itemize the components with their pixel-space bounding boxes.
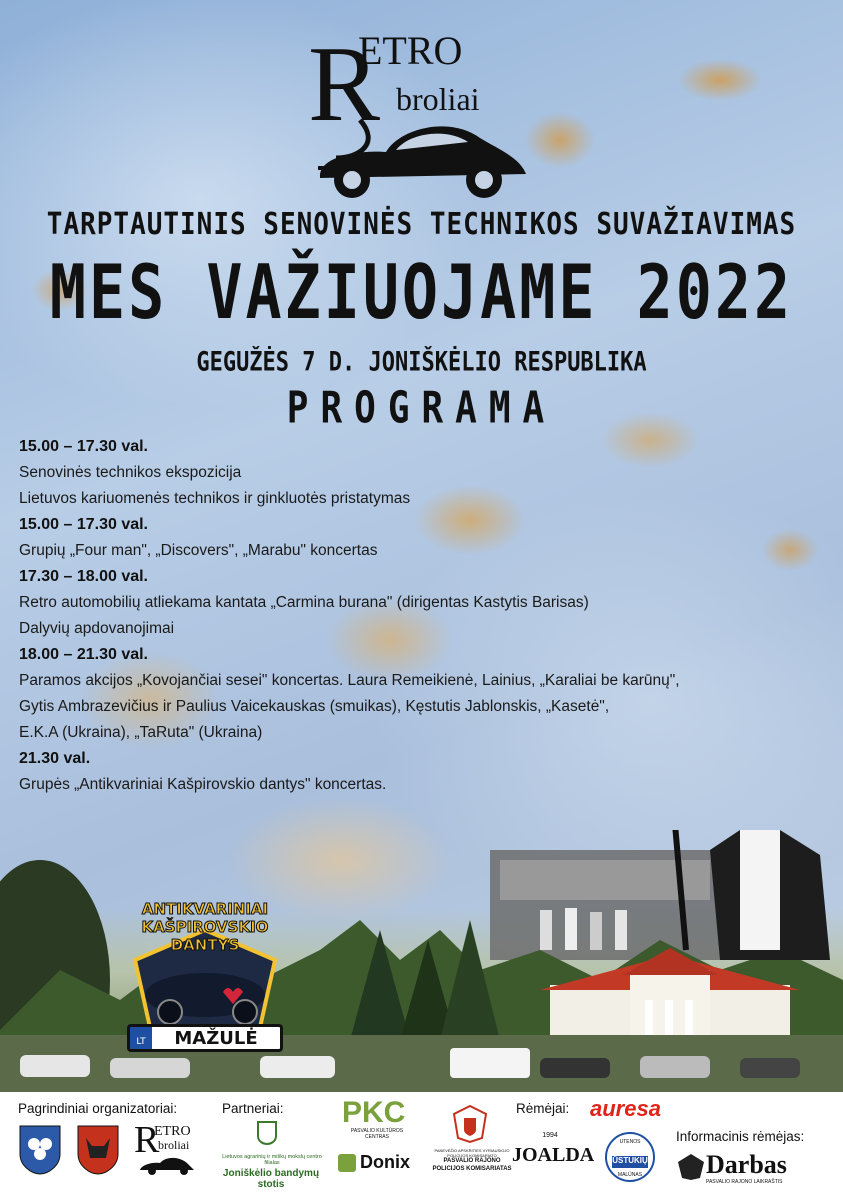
program-time: 15.00 – 17.30 val. — [19, 438, 148, 455]
joalda-logo: JOALDA — [512, 1144, 595, 1166]
police-line1: PANEVĖŽIO APSKRITIES VYRIAUSIOJO POLICIJOS KOMISARIATO — [434, 1148, 510, 1158]
info-sponsor-label: Informacinis rėmėjas: — [676, 1129, 805, 1144]
program-line: Gytis Ambrazevičius ir Paulius Vaicekauskas (smuikas), Kęstutis Jablonskis, „Kasetė", — [19, 698, 610, 715]
band-badge-line2: KAŠPIROVSKIO — [141, 918, 269, 936]
pasvalys-coat-of-arms-icon — [18, 1124, 62, 1176]
event-title: MES VAŽIUOJAME 2022 — [49, 249, 794, 337]
partner-school-line2: Joniškėlio bandymų stotis — [222, 1168, 320, 1190]
ustukiu-name: ŪSTUKIŲ — [612, 1156, 648, 1165]
retro-car-logo-icon — [300, 28, 540, 203]
logo-broliai: broliai — [396, 81, 480, 117]
darbas-crest-icon — [676, 1152, 706, 1182]
program-list — [19, 434, 834, 798]
program-line: E.K.A (Ukraina), „TaRuta" (Ukraina) — [19, 724, 263, 741]
pkc-logo — [340, 1096, 414, 1138]
program-line: Retro automobilių atliekama kantata „Carmina burana" (dirigentas Kastytis Barisas) — [19, 594, 589, 611]
program-line: Senovinės technikos ekspozicija — [19, 464, 242, 481]
plate-country: LT — [130, 1027, 152, 1049]
donix-mark — [338, 1154, 356, 1172]
organizers-label: Pagrindiniai organizatoriai: — [18, 1101, 178, 1116]
small-car-icon — [138, 1156, 196, 1176]
logo-etro: ETRO — [358, 28, 463, 73]
license-plate — [127, 1024, 283, 1052]
partner-school-line1: Lietuvos agrarinių ir miškų mokslų centro filialas — [222, 1154, 322, 1166]
program-line: Dalyvių apdovanojimai — [19, 620, 175, 637]
program-line: Paramos akcijos „Kovojančiai sesei" koncertas. Laura Remeikienė, Lainius, „Karaliai be karūnų", — [19, 672, 680, 689]
program-time: 15.00 – 17.30 val. — [19, 516, 148, 533]
pkc-text: PKC — [342, 1096, 406, 1129]
joalda-year: 1994 — [542, 1132, 558, 1139]
footer-sponsors — [0, 1092, 843, 1192]
event-subtitle: TARPTAUTINIS SENOVINĖS TECHNIKOS SUVAŽIAVIMAS — [46, 207, 797, 243]
ustukiu-top: UTENOS — [619, 1139, 641, 1145]
police-emblem-icon — [452, 1104, 488, 1144]
program-time: 21.30 val. — [19, 750, 91, 767]
police-line2: PASVALIO RAJONO — [443, 1158, 501, 1164]
event-date-place: GEGUŽĖS 7 D. JONIŠKĖLIO RESPUBLIKA — [196, 347, 647, 378]
program-time: 18.00 – 21.30 val. — [19, 646, 148, 663]
police-line3: POLICIJOS KOMISARIATAS — [432, 1166, 512, 1172]
program-heading: PROGRAMA — [286, 383, 557, 434]
aurea-logo: auresa — [590, 1096, 661, 1121]
partners-label: Partneriai: — [222, 1101, 284, 1116]
program-time: 17.30 – 18.00 val. — [19, 568, 148, 585]
program-line: Lietuvos kariuomenės technikos ir ginkluotės pristatymas — [19, 490, 411, 507]
bull-coat-of-arms-icon — [76, 1124, 120, 1176]
donix-logo — [338, 1152, 414, 1180]
small-logo-broliai: broliai — [158, 1138, 190, 1152]
small-logo-etro: ETRO — [154, 1124, 191, 1139]
retro-broliai-logo — [300, 28, 540, 203]
pkc-subtext: PASVALIO KULTŪROS CENTRAS — [350, 1128, 404, 1140]
plate-text: MAŽULĖ — [174, 1027, 258, 1049]
band-badge-line3: DANTYS — [170, 936, 240, 954]
program-line: Grupių „Four man", „Discovers", „Marabu" koncertas — [19, 542, 378, 559]
event-photo-collage — [0, 830, 843, 1092]
ustukiu-bottom: MALŪNAS — [617, 1172, 643, 1178]
band-badge-line1: ANTIKVARINIAI — [141, 900, 269, 918]
small-logo-r: R — [134, 1119, 160, 1161]
darbas-subtitle: PASVALIO RAJONO LAIKRAŠTIS — [706, 1179, 783, 1185]
band-badge — [105, 900, 305, 1060]
retro-broliai-small-logo — [134, 1119, 200, 1178]
school-emblem-icon — [256, 1120, 278, 1146]
sponsors-label: Rėmėjai: — [516, 1101, 570, 1116]
logo-big-r: R — [308, 28, 381, 144]
darbas-logo: Darbas — [706, 1150, 787, 1179]
donix-text: Donix — [360, 1152, 411, 1172]
program-line: Grupės „Antikvariniai Kašpirovskio dantys" koncertas. — [19, 776, 387, 793]
